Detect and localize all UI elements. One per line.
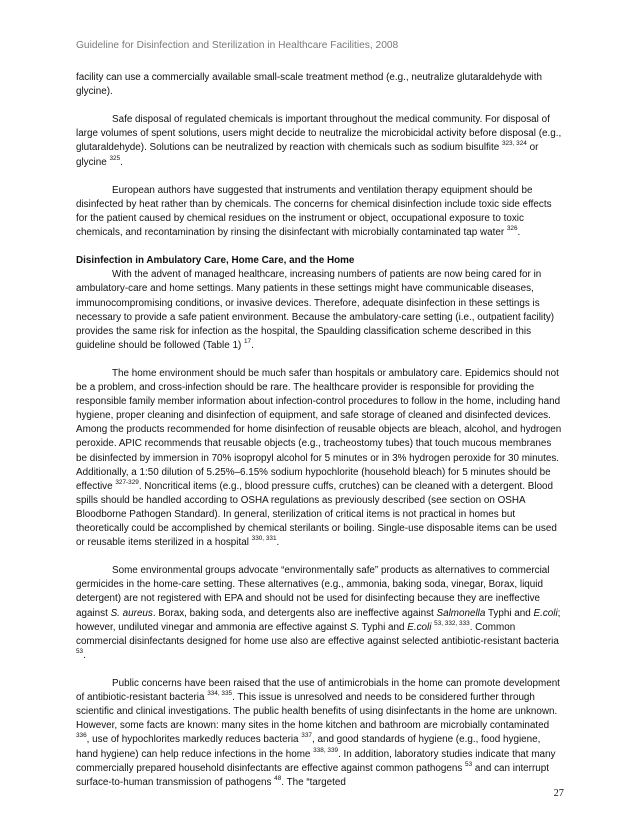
text-run: Safe disposal of regulated chemicals is important throughout the medical community. For disposal of large volumes of spent solutions, users might decide to neutralize the microbicidal activity before disposal (e.g., glutaraldehyde). Solutions can be neutralized by reaction with chemicals such as sodium bisulfite: [76, 114, 562, 154]
text-run: European authors have suggested that instruments and ventilation therapy equipment should be disinfected by heat rather than by chemicals. The concerns for chemical disinfection include toxic side effects for the patient caused by chemical residues on the instrument or object, occupational exposure to toxic chemicals, and recontamination by rinsing the disinfectant with microbially contaminated tap water: [76, 184, 552, 239]
text-run: .: [276, 537, 280, 549]
citation: 326: [506, 225, 518, 233]
document-body: [76, 71, 564, 804]
paragraph-1: facility can use a commercially available small-scale treatment method (e.g., neutralize glutaraldehyde with glycine).: [76, 72, 542, 98]
text-run: Typhi and: [359, 621, 408, 633]
text-run: . This issue is unresolved and needs to be considered further through scientific and clinical investigations. The public health benefits of using disinfectants in the home are unknown. However, some facts are known: many sites in the home kitchen and bathroom are microbially contaminated: [76, 692, 558, 732]
text-run: or glycine: [76, 142, 539, 168]
text-run: Public concerns have been raised that the use of antimicrobials in the home can promote development of antibiotic-resistant bacteria: [76, 678, 560, 704]
citation: 48: [274, 774, 282, 782]
text-run: With the advent of managed healthcare, increasing numbers of patients are now being cared for in ambulatory-care and home settings. Many patients in these settings might have communicable diseases, immunocompromising conditions, or invasive devices. Therefore, adequate disinfection in these settings is necessary to provide a safe patient environment. Because the ambulatory-care setting (i.e., outpatient facility) provides the same risk for infection as the hospital, the Spaulding classification scheme described in this guideline should be followed (Table 1): [76, 269, 555, 351]
citation: 330, 331: [251, 535, 277, 543]
organism-name: E.coli: [533, 607, 558, 619]
paragraph-disposal: [76, 113, 564, 169]
paragraph-home-environment: [76, 367, 564, 550]
organism-name: E.coli: [407, 621, 432, 633]
citation: 337: [301, 732, 312, 740]
text-run: .: [517, 227, 521, 239]
text-run: , use of hypochlorites markedly reduces bacteria: [86, 734, 302, 746]
text-run: . Borax, baking soda, and detergents also are ineffective against: [152, 607, 437, 619]
citation: 53, 332, 333: [434, 619, 470, 627]
text-run: Typhi and: [485, 607, 534, 619]
citation: 327-329: [115, 478, 139, 486]
organism-name: Salmonella: [436, 607, 486, 619]
citation: 334, 335: [207, 690, 233, 698]
paragraph-european: [76, 184, 564, 240]
citation: 325: [109, 154, 121, 162]
text-run: .: [120, 156, 123, 168]
citation: 17: [243, 337, 252, 345]
text-run: Some environmental groups advocate “environmentally safe” products as alternatives to commercial germicides in the home-care setting. These alternatives (e.g., ammonia, baking soda, vinegar, Borax, liquid detergent) are not registered with EPA and should not be used for disinfecting because they are ineffective against: [76, 565, 550, 619]
text-run: . Noncritical items (e.g., blood pressure cuffs, crutches) can be cleaned with a detergent. Blood spills should be handled according to OSHA regulations as previously described (see section on OSHA Bloodborne Pathogen Standard). In general, sterilization of critical items is not practical in homes but theoretically could be accomplished by chemical sterilants or boiling. Single-use disposable items can be used or reusable items sterilized in a hospital: [76, 480, 557, 549]
section-heading: Disinfection in Ambulatory Care, Home Care, and the Home: [76, 255, 355, 267]
text-run: The home environment should be much safer than hospitals or ambulatory care. Epidemics should not be a problem, and cross-infection should be rare. The healthcare provider is responsible for providing the responsible family member information about infection-control procedures to follow in the home, including hand hygiene, proper cleaning and disinfection of equipment, and safe storage of cleaned and disinfected devices. Among the products recommended for home disinfection of reusable objects are bleach, alcohol, and hydrogen peroxide. APIC recommends that reusable objects (e.g., tracheostomy tubes) that touch mucous membranes be disinfected by immersion in 70% isopropyl alcohol for 5 minutes or in 3% hydrogen peroxide for 30 minutes. Additionally, a 1:50 dilution of 5.25%–6.15% sodium hypochlorite (household bleach) for 5 minutes should be effective: [76, 367, 562, 492]
running-header: Guideline for Disinfection and Sterilization in Healthcare Facilities, 2008: [76, 40, 399, 51]
page-number: 27: [553, 788, 564, 799]
citation: 336: [76, 732, 87, 740]
text-run: . The “targeted: [281, 776, 346, 788]
citation: 338, 339: [313, 746, 339, 754]
organism-name: S. aureus: [110, 607, 153, 619]
text-run: , and good standards of hygiene (e.g., food hygiene, hand hygiene) can help reduce infections in the home: [76, 734, 541, 760]
text-run: ; however, undiluted vinegar and ammonia are effective against: [76, 607, 561, 633]
paragraph-environmental-groups: [76, 564, 564, 663]
organism-name: S.: [349, 621, 360, 633]
paragraph-public-concerns: [76, 677, 564, 790]
text-run: . Common commercial disinfectants designed for home use also are effective against selected antibiotic-resistant bacteria: [76, 621, 559, 647]
text-run: .: [83, 649, 86, 661]
text-run: and can interrupt surface-to-human transmission of pathogens: [76, 762, 549, 788]
text-run: .: [251, 339, 254, 351]
text-run: . In addition, laboratory studies indicate that many commercially prepared household disinfectants are effective against common pathogens: [76, 748, 556, 774]
citation: 53: [465, 760, 473, 768]
paragraph-managed-care: [76, 268, 564, 353]
citation: 323, 324: [501, 140, 527, 148]
citation: 53: [76, 647, 84, 655]
